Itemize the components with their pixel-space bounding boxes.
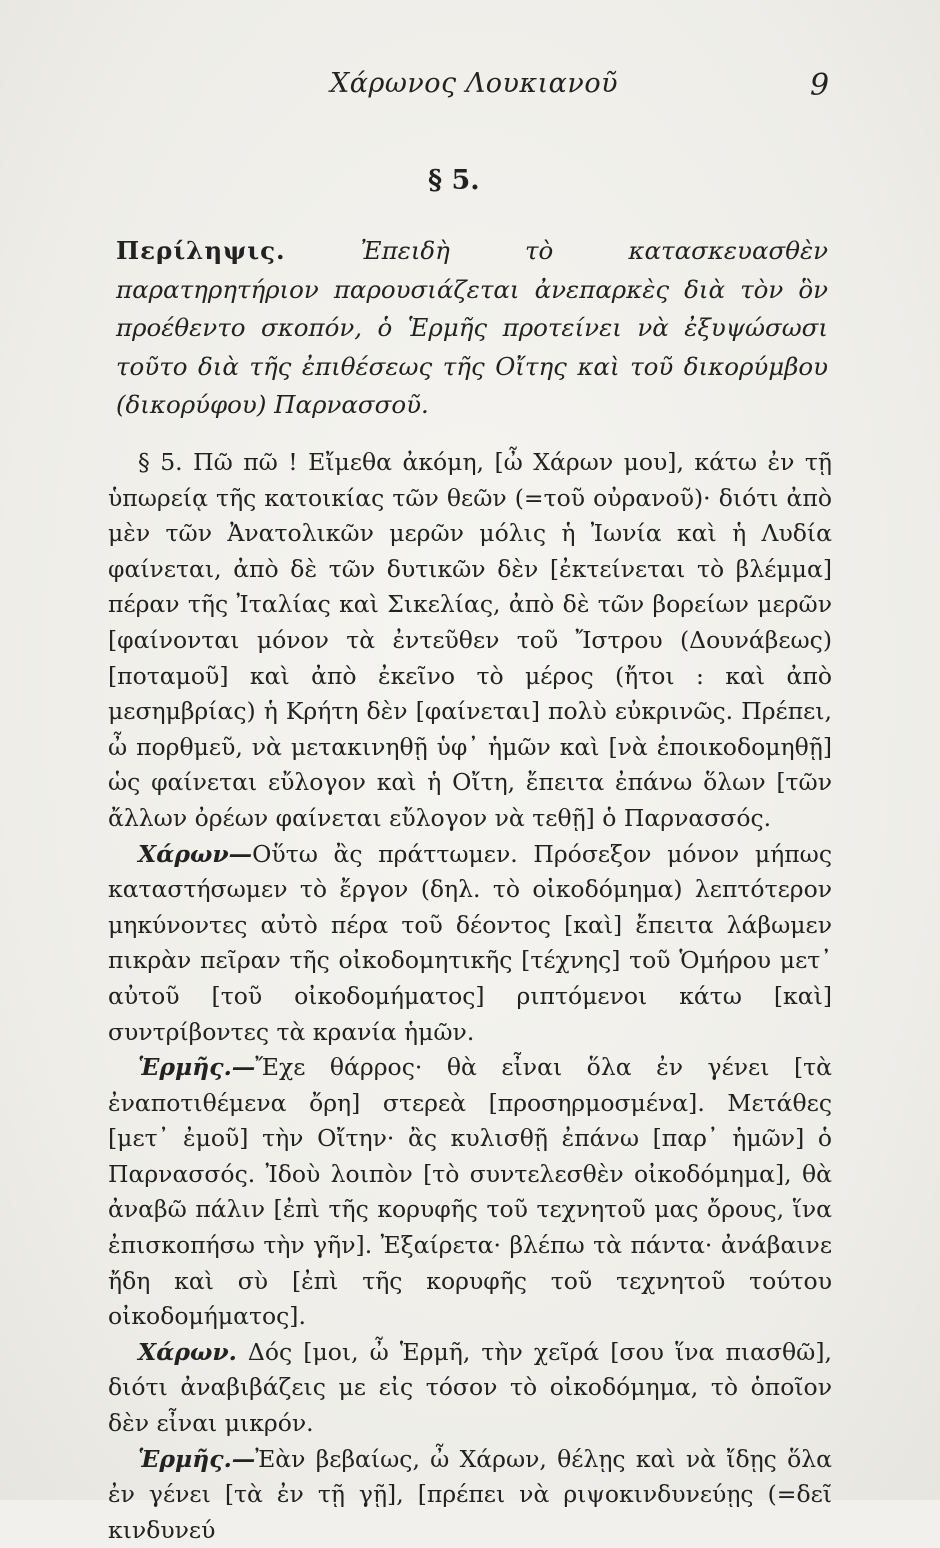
- summary-lead: Περίληψις.: [116, 236, 286, 265]
- paragraph-hermes-1: [108, 445, 832, 837]
- section-heading: § 5.: [428, 165, 480, 196]
- summary-paragraph: [116, 232, 828, 425]
- page-number: 9: [810, 68, 830, 103]
- paragraph-text: Δός [μοι, ὦ Ἑρμῆ, τὴν χεῖρά [σου ἵνα πιασθῶ], διότι ἀναβιβάζεις με εἰς τόσον τὸ οἰκοδόμημα, τὸ ὁποῖον δὲν εἶναι μικρόν.: [108, 1337, 832, 1438]
- paragraph-opening: § 5. Πῶ πῶ !: [138, 448, 298, 476]
- speaker-label: Ἑρμῆς.—: [138, 1053, 256, 1082]
- dialogue-text: [108, 445, 832, 1548]
- paragraph-hermes-3: [108, 1442, 832, 1548]
- speaker-label: Ἑρμῆς.—: [138, 1444, 256, 1473]
- paragraph-hermes-2: [108, 1050, 832, 1335]
- paragraph-text: Ἐὰν βεβαίως, ὦ Χάρων, θέλῃς καὶ νὰ ἴδῃς ὅλα ἐν γένει [τὰ ἐν τῇ γῇ], [πρέπει νὰ ριψοκινδυνεύῃς (=δεῖ κινδυνεύ: [108, 1444, 832, 1544]
- speaker-label: Χάρων.: [138, 1337, 237, 1366]
- paragraph-text: Ἔχε θάρρος· θὰ εἶναι ὅλα ἐν γένει [τὰ ἐναποτιθέμενα ὄρη] στερεὰ [προσηρμοσμένα]. Μετάθες [μετ᾽ ἐμοῦ] τὴν Οἴτην· ἂς κυλισθῇ ἐπάνω [παρ᾽ ἡμῶν] ὁ Παρνασσός. Ἰδοὺ λοιπὸν [τὸ συντελεσθὲν οἰκοδόμημα], θὰ ἀναβῶ πάλιν [ἐπὶ τῆς κορυφῆς τοῦ τεχνητοῦ μας ὄρους, ἵνα ἐπισκοπήσω τὴν γῆν]. Ἐξαίρετα· βλέπω τὰ πάντα· ἀνάβαινε ἤδη καὶ σὺ [ἐπὶ τῆς κορυφῆς τοῦ τεχνητοῦ τούτου οἰκοδομήματος].: [108, 1053, 832, 1331]
- paragraph-text: Εἴμεθα ἀκόμη, [ὦ Χάρων μου], κάτω ἐν τῇ ὑπωρείᾳ τῆς κατοικίας τῶν θεῶν (=τοῦ οὐρανοῦ)· διότι ἀπὸ μὲν τῶν Ἀνατολικῶν μερῶν μόλις ἡ Ἰωνία καὶ ἡ Λυδία φαίνεται, ἀπὸ δὲ τῶν δυτικῶν δὲν [ἐκτείνεται τὸ βλέμμα] πέραν τῆς Ἰταλίας καὶ Σικελίας, ἀπὸ δὲ τῶν βορείων μερῶν [φαίνονται μόνον τὰ ἐντεῦθεν τοῦ Ἴστρου (Δουνάβεως) [ποταμοῦ] καὶ ἀπὸ ἐκεῖνο τὸ μέρος (ἤτοι : καὶ ἀπὸ μεσημβρίας) ἡ Κρήτη δὲν [φαίνεται] πολὺ εὐκρινῶς. Πρέπει, ὦ πορθμεῦ, νὰ μετακινηθῇ ὑφ᾽ ἡμῶν καὶ [νὰ ἐποικοδομηθῇ] ὡς φαίνεται εὔλογον καὶ ἡ Οἴτη, ἔπειτα ἐπάνω ὅλων [τῶν ἄλλων ὀρέων φαίνεται εὔλογον νὰ τεθῇ] ὁ Παρνασσός.: [108, 448, 832, 832]
- paragraph-charon-1: [108, 837, 832, 1051]
- running-title: Χάρωνος Λουκιανοῦ: [330, 68, 618, 99]
- paragraph-charon-2: [108, 1335, 832, 1442]
- running-head: [0, 68, 940, 108]
- paragraph-text: Οὕτω ἂς πράττωμεν. Πρόσεξον μόνον μήπως καταστήσωμεν τὸ ἔργον (δηλ. τὸ οἰκοδόμημα) λεπτότερον μηκύνοντες αὐτὸ πέρα τοῦ δέοντος [καὶ] ἔπειτα λάβωμεν πικρὰν πεῖραν τῆς οἰκοδομητικῆς [τέχνης] τοῦ Ὁμήρου μετ᾽ αὐτοῦ [τοῦ οἰκοδομήματος] ριπτόμενοι κάτω [καὶ] συντρίβοντες τὰ κρανία ἡμῶν.: [108, 839, 832, 1046]
- speaker-label: Χάρων—: [138, 839, 253, 868]
- summary-text: Ἐπειδὴ τὸ κατασκευασθὲν παρατηρητήριον παρουσιάζεται ἀνεπαρκὲς διὰ τὸν ὃν προέθεντο σκοπόν, ὁ Ἑρμῆς προτείνει νὰ ἐξυψώσωσι τοῦτο διὰ τῆς ἐπιθέσεως τῆς Οἴτης καὶ τοῦ δικορύμβου (δικορύφου) Παρνασσοῦ.: [116, 236, 828, 419]
